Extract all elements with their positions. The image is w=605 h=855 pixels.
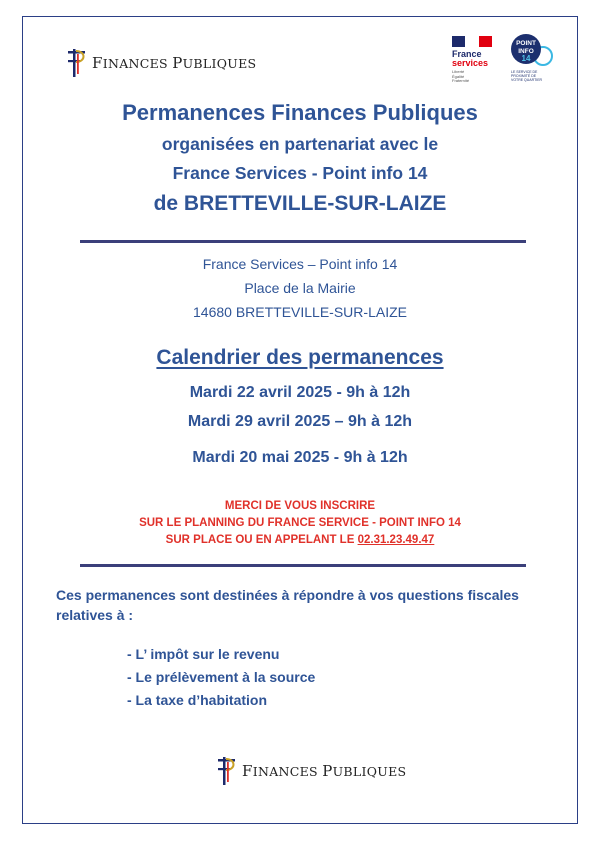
list-item: - L’ impôt sur le revenu bbox=[127, 646, 280, 662]
title-line-4: de BRETTEVILLE-SUR-LAIZE bbox=[153, 192, 447, 215]
notice-line-3: SUR PLACE OU EN APPELANT LE 02.31.23.49.47 bbox=[165, 534, 435, 546]
republic-motto: Liberté Égalité Fraternité bbox=[452, 69, 470, 83]
address-line-1: France Services – Point info 14 bbox=[202, 256, 398, 272]
calendar-date-1: Mardi 22 avril 2025 - 9h à 12h bbox=[189, 384, 411, 401]
calendar-date-2: Mardi 29 avril 2025 – 9h à 12h bbox=[187, 413, 413, 430]
phone-number: 02.31.23.49.47 bbox=[357, 534, 435, 546]
notice-line-2: SUR LE PLANNING DU FRANCE SERVICE - POINT INFO 14 bbox=[139, 517, 461, 529]
title-line-3: France Services - Point info 14 bbox=[172, 163, 428, 183]
point-info-bubble: POINT INFO 14 bbox=[511, 34, 541, 64]
address-line-2: Place de la Mairie bbox=[244, 280, 356, 296]
france-services-logo bbox=[452, 36, 492, 84]
calendar-date-3: Mardi 20 mai 2025 - 9h à 12h bbox=[192, 449, 408, 466]
finances-publiques-mark-icon bbox=[214, 756, 238, 786]
point-info-14-logo bbox=[511, 34, 557, 82]
marianne-flag-icon bbox=[452, 36, 492, 47]
divider-top bbox=[80, 240, 526, 243]
france-services-line1: France bbox=[452, 49, 482, 59]
finances-publiques-wordmark: FINANCES PUBLIQUES bbox=[242, 762, 407, 780]
calendar-title: Calendrier des permanences bbox=[156, 346, 444, 369]
point-info-tagline: LE SERVICE DE PROXIMITÉ DE VOTRE QUARTIER bbox=[511, 70, 543, 82]
description-text: Ces permanences sont destinées à répondre à vos questions fiscales relatives à : bbox=[56, 587, 519, 623]
title-line-2: organisées en partenariat avec le bbox=[161, 134, 439, 154]
finances-publiques-logo-top bbox=[64, 48, 256, 78]
finances-publiques-logo-bottom bbox=[214, 756, 406, 786]
notice-line-1: MERCI DE VOUS INSCRIRE bbox=[224, 500, 376, 512]
page-title: Permanences Finances Publiques bbox=[122, 100, 478, 125]
list-item: - Le prélèvement à la source bbox=[127, 669, 316, 685]
divider-bottom bbox=[80, 564, 526, 567]
finances-publiques-mark-icon bbox=[64, 48, 88, 78]
finances-publiques-wordmark: FINANCES PUBLIQUES bbox=[92, 54, 257, 72]
france-services-line2: services bbox=[452, 58, 489, 68]
list-item: - La taxe d’habitation bbox=[127, 692, 268, 708]
address-line-3: 14680 BRETTEVILLE-SUR-LAIZE bbox=[193, 304, 407, 320]
